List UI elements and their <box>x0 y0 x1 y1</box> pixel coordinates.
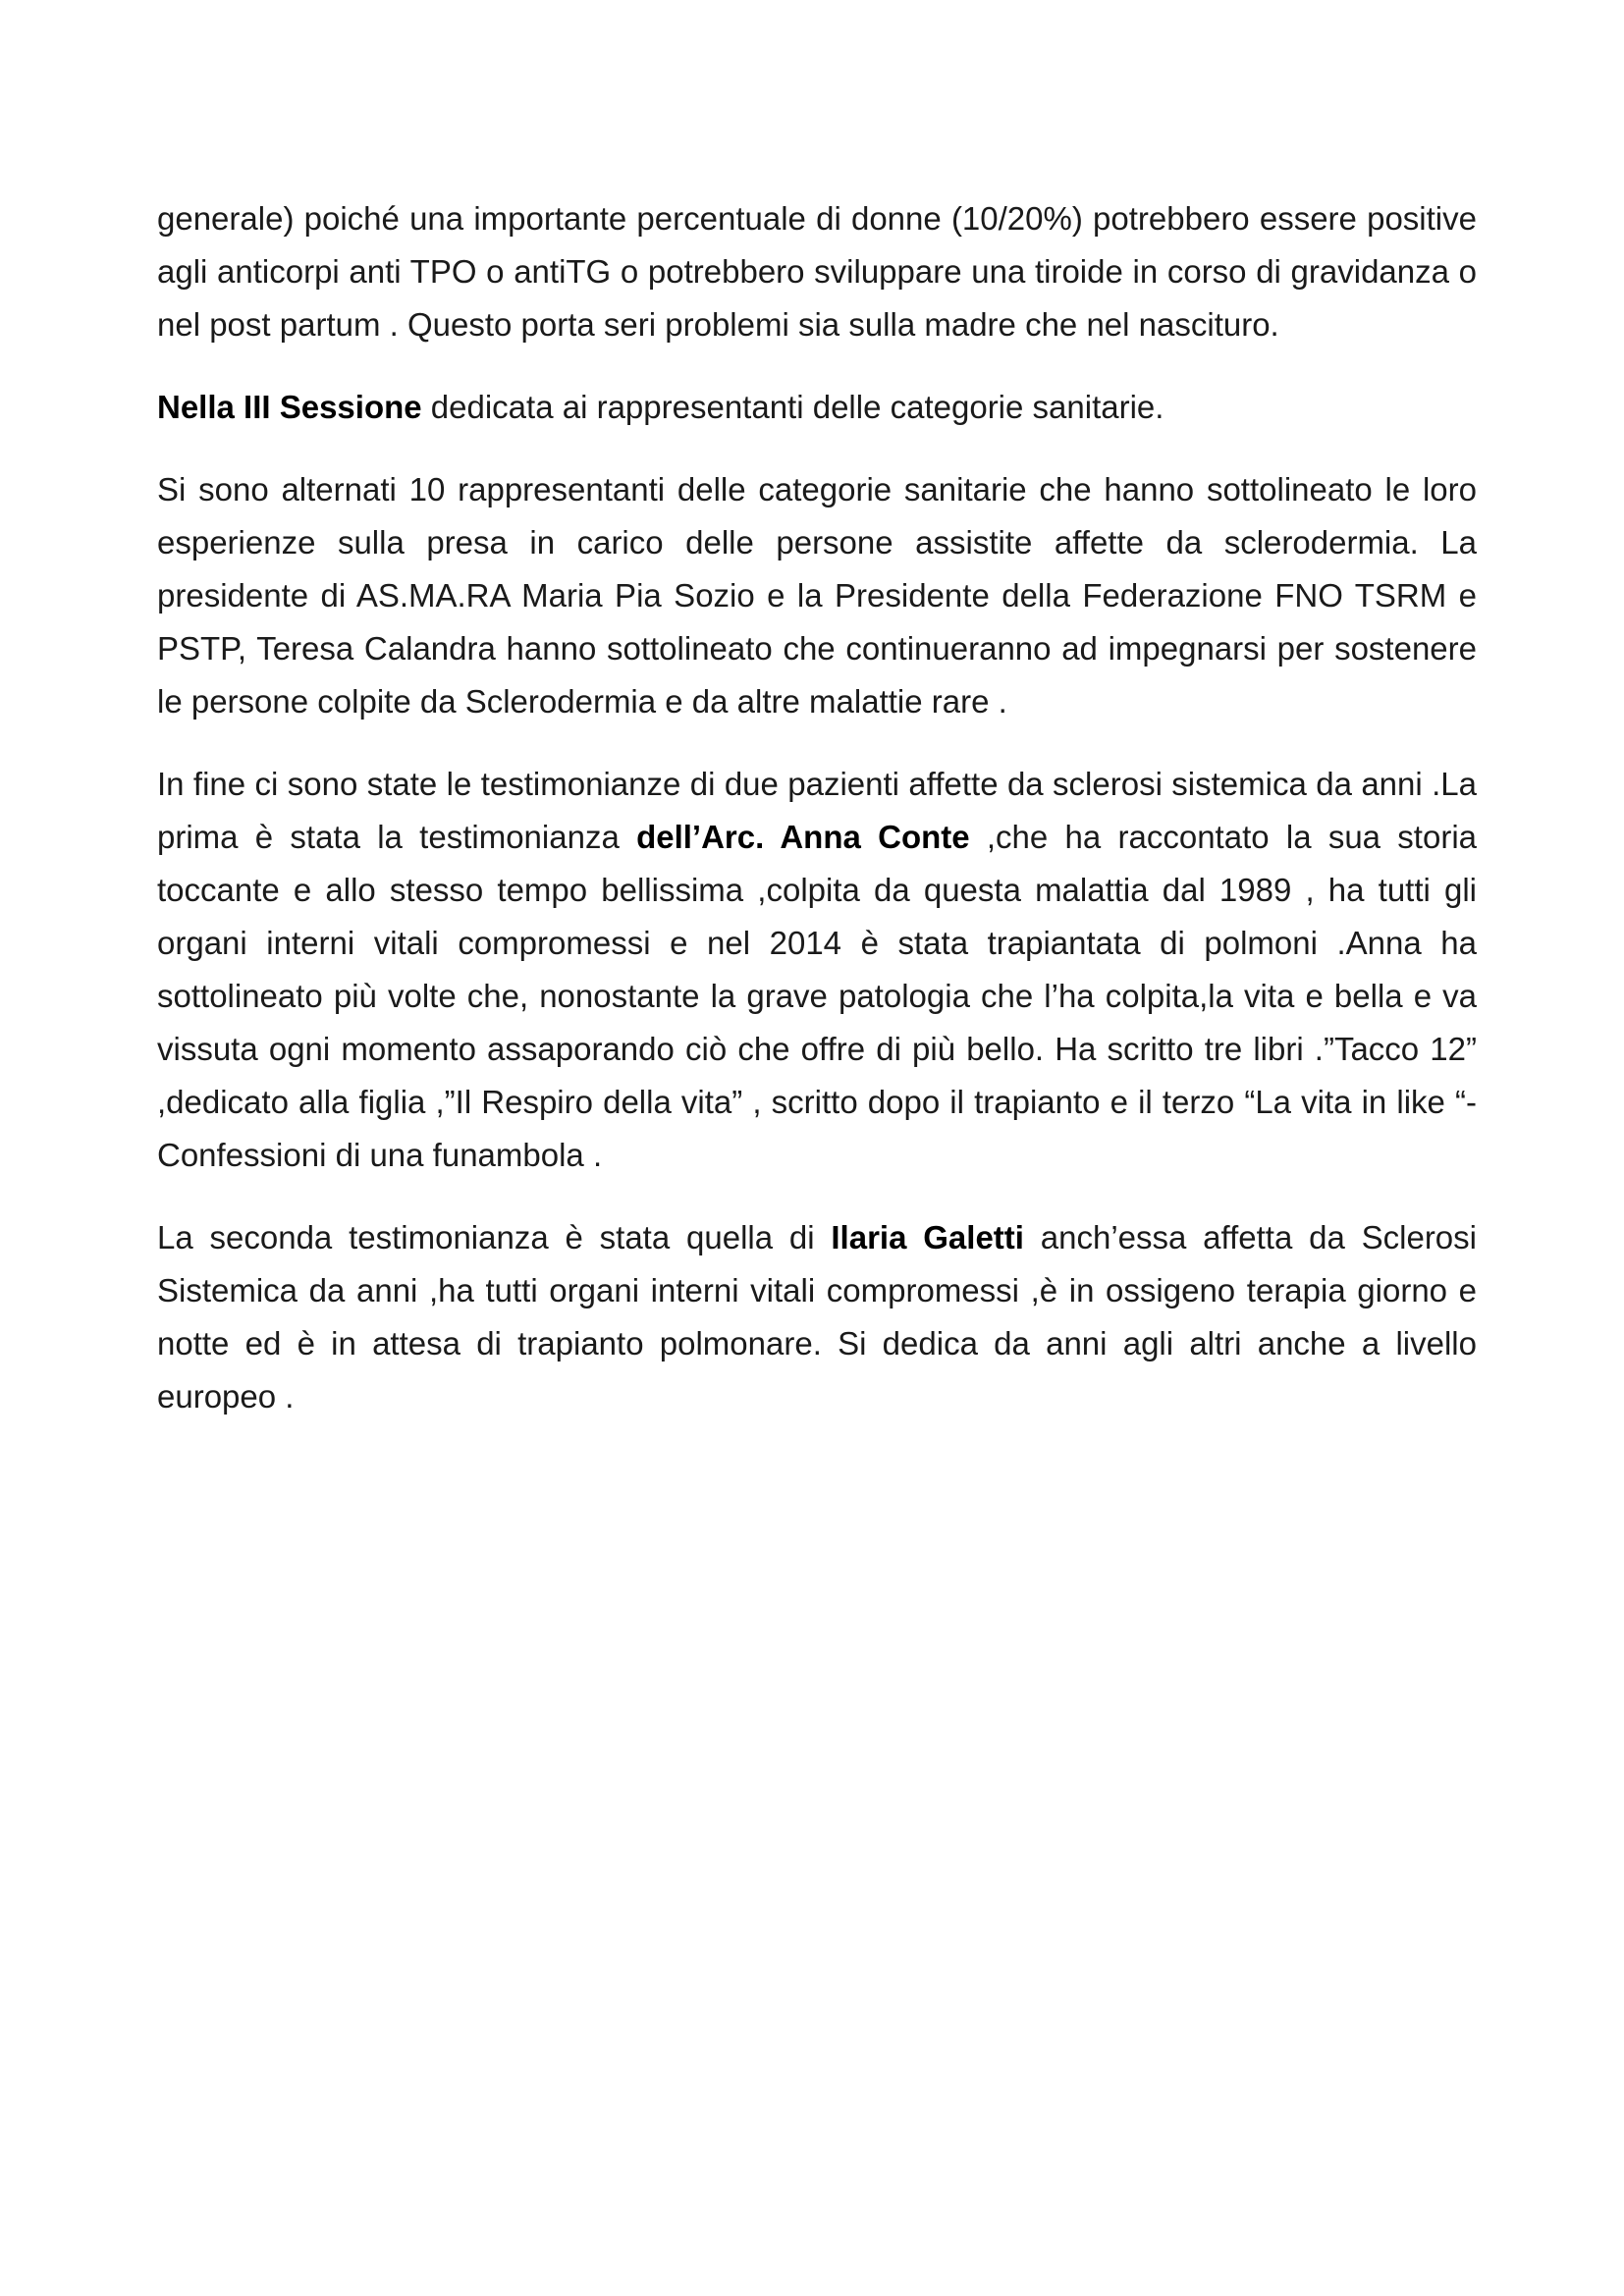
session-heading: Nella III Sessione <box>157 389 422 425</box>
testimony-name-anna-conte: dell’Arc. Anna Conte <box>636 819 970 855</box>
paragraph-second-testimony <box>157 1211 1477 1423</box>
paragraph-text: La seconda testimonianza è stata quella di <box>157 1219 832 1255</box>
paragraph-text: Si sono alternati 10 rappresentanti delle categorie sanitarie che hanno sottolineato le loro esperienze sulla presa in carico delle persone assistite affette da sclerodermia. La presidente di AS.MA.RA Maria Pia Sozio e la Presidente della Federazione FNO TSRM e PSTP, Teresa Calandra hanno sottolineato che continueranno ad impegnarsi per sostenere le persone colpite da Sclerodermia e da altre malattie rare . <box>157 471 1477 720</box>
testimony-name-ilaria-galetti: Ilaria Galetti <box>831 1219 1024 1255</box>
document-body <box>157 192 1477 1453</box>
paragraph-text: dedicata ai rappresentanti delle categorie sanitarie. <box>421 389 1164 425</box>
paragraph-text: In fine ci sono state le testimonianze di due pazienti affette da sclerosi sistemica da anni .La prima è stata la testimonianza <box>157 766 1477 855</box>
paragraph-third-session <box>157 381 1477 434</box>
paragraph-health-representatives <box>157 463 1477 728</box>
paragraph-text: generale) poiché una importante percentuale di donne (10/20%) potrebbero essere positive agli anticorpi anti TPO o antiTG o potrebbero sviluppare una tiroide in corso di gravidanza o nel post partum . Questo porta seri problemi sia sulla madre che nel nascituro. <box>157 200 1477 343</box>
paragraph-first-testimony <box>157 758 1477 1182</box>
paragraph-text: ,che ha raccontato la sua storia toccante e allo stesso tempo bellissima ,colpita da questa malattia dal 1989 , ha tutti gli organi interni vitali compromessi e nel 2014 è stata trapiantata di polmoni .Anna ha sottolineato più volte che, nonostante la grave patologia che l’ha colpita,la vita e bella e va vissuta ogni momento assaporando ciò che offre di più bello. Ha scritto tre libri .”Tacco 12” ,dedicato alla figlia ,”Il Respiro della vita” , scritto dopo il trapianto e il terzo “La vita in like “-Confessioni di una funambola . <box>157 819 1477 1173</box>
paragraph-text: anch’essa affetta da Sclerosi Sistemica da anni ,ha tutti organi interni vitali compromessi ,è in ossigeno terapia giorno e notte ed è in attesa di trapianto polmonare. Si dedica da anni agli altri anche a livello europeo . <box>157 1219 1477 1415</box>
paragraph-thyroid-screening <box>157 192 1477 351</box>
